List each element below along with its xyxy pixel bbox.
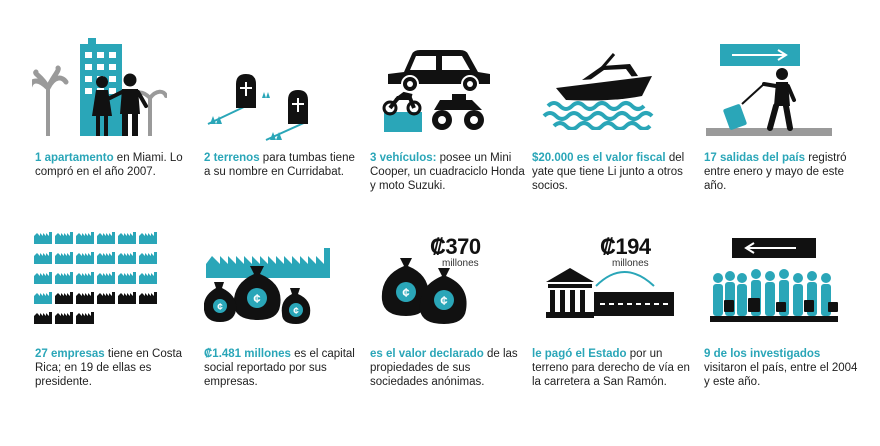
highlight-companies: 27 empresas bbox=[35, 348, 105, 360]
text-declared-value: de las propiedades de sus sociedades anónimas. bbox=[370, 348, 518, 388]
highlight-yacht: $20.000 es el valor fiscal bbox=[532, 152, 666, 164]
item-vehicles bbox=[368, 30, 533, 200]
caption-yacht bbox=[532, 151, 692, 193]
amount-declared: ₡370 bbox=[430, 234, 481, 259]
text-yacht: del yate que tiene Li junto a otros socios. bbox=[532, 152, 685, 192]
highlight-capital: ₡1.481 millones bbox=[204, 348, 291, 360]
caption-vehicles bbox=[370, 151, 530, 193]
money-bags-factories-icon bbox=[204, 238, 334, 338]
caption-burial-plots bbox=[204, 151, 362, 179]
highlight-state-payment: le pagó el Estado bbox=[532, 348, 627, 360]
highlight-vehicles: 3 vehículos: bbox=[370, 152, 437, 164]
money-bags-icon bbox=[378, 252, 488, 332]
unit-declared: millones bbox=[442, 258, 479, 269]
svg-text:¢: ¢ bbox=[440, 293, 448, 308]
caption-apartment bbox=[35, 151, 193, 179]
caption-departures bbox=[704, 151, 854, 193]
vehicles-icon bbox=[382, 44, 502, 144]
item-departures bbox=[702, 30, 867, 200]
text-capital: es el capital social reportado por sus empresas. bbox=[204, 348, 355, 388]
unit-state-payment: millones bbox=[612, 258, 649, 269]
tombstones-icon bbox=[206, 72, 316, 152]
item-apartment bbox=[30, 30, 195, 200]
svg-text:¢: ¢ bbox=[253, 291, 261, 306]
caption-companies bbox=[35, 347, 193, 389]
text-vehicles: posee un Mini Cooper, un cuadraciclo Honda y moto Suzuki. bbox=[370, 152, 525, 192]
highlight-investigated: 9 de los investigados bbox=[704, 348, 821, 360]
item-investigated bbox=[702, 222, 867, 392]
yacht-icon bbox=[542, 50, 672, 130]
government-building-road-icon bbox=[544, 262, 679, 332]
caption-state-payment bbox=[532, 347, 694, 389]
group-travelers-icon bbox=[708, 232, 843, 342]
highlight-burial-plots: 2 terrenos bbox=[204, 152, 260, 164]
item-yacht bbox=[530, 30, 695, 200]
caption-investigated bbox=[704, 347, 864, 389]
svg-text:¢: ¢ bbox=[217, 302, 223, 313]
caption-capital bbox=[204, 347, 362, 389]
text-state-payment: por un terreno para derecho de vía en la carretera a San Ramón. bbox=[532, 348, 690, 388]
item-capital bbox=[200, 222, 365, 392]
item-burial-plots bbox=[200, 30, 365, 200]
amount-state-payment: ₡194 bbox=[600, 234, 651, 259]
item-companies bbox=[30, 222, 195, 392]
text-companies: tiene en Costa Rica; en 19 de ellas es presidente. bbox=[35, 348, 183, 388]
text-burial-plots: para tumbas tiene a su nombre en Curridabat. bbox=[204, 152, 355, 178]
highlight-apartment: 1 apartamento bbox=[35, 152, 114, 164]
caption-declared-value bbox=[370, 347, 530, 389]
highlight-declared-value: es el valor declarado bbox=[370, 348, 484, 360]
building-couple-icon bbox=[32, 36, 167, 141]
factories-icon bbox=[32, 230, 162, 335]
svg-text:¢: ¢ bbox=[293, 306, 299, 317]
item-declared-value bbox=[368, 222, 533, 392]
svg-text:¢: ¢ bbox=[402, 285, 410, 300]
text-departures: registró entre enero y mayo de este año. bbox=[704, 152, 847, 192]
text-investigated: visitaron el país, entre el 2004 y este año. bbox=[704, 362, 858, 388]
traveler-icon bbox=[704, 44, 834, 144]
highlight-departures: 17 salidas del país bbox=[704, 152, 806, 164]
item-state-payment bbox=[530, 222, 695, 392]
text-apartment: en Miami. Lo compró en el año 2007. bbox=[35, 152, 183, 178]
